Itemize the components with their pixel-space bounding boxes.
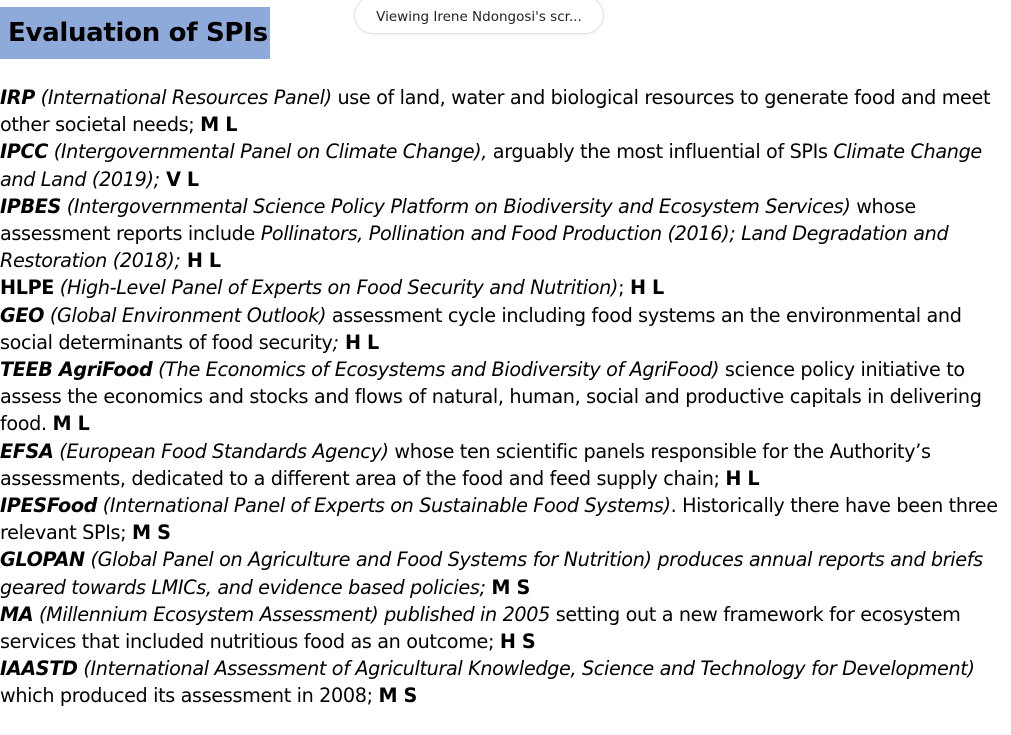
list-item-glopan [0,546,1008,600]
item-acronym: EFSA [0,439,54,463]
item-description: whose ten scientific panels responsible for the Authority’s assessments, dedicated to a different area of the food and feed supply chain; [0,439,931,490]
item-acronym: GLOPAN [0,548,85,572]
item-description: ; [618,276,630,300]
item-description: setting out a new framework for ecosystem services that included nutritious food as an outcome; [0,602,961,654]
item-full-name: (Intergovernmental Science Policy Platform on Biodiversity and Ecosystem Services) [61,194,851,218]
item-full-name: (High-Level Panel of Experts on Food Security and Nutrition) [54,276,619,300]
item-description-italic: ; [332,330,339,354]
item-full-name: (International Resources Panel) [34,86,332,109]
item-description: science policy initiative to assess the economics and stocks and flows of natural, human, social and productive capitals in delivering food. [0,358,982,436]
item-acronym: GEO [0,303,45,327]
list-item-geo [0,302,1008,356]
item-rating: M L [52,412,90,436]
item-rating: V L [159,167,199,191]
item-full-name: (Intergovernmental Panel on Climate Change), [47,140,488,164]
item-description-italic: Climate Change and Land (2019); [0,140,982,191]
list-item-ipesfood [0,492,1008,546]
item-description: use of land, water and biological resources to generate food and meet other societal needs; [0,86,991,137]
item-description: arguably the most influential of SPIs [487,140,834,164]
item-acronym: IPBES [0,194,62,218]
item-rating: H L [725,466,760,490]
item-rating: M L [200,113,238,137]
list-item-efsa [0,438,1008,492]
item-full-name: (Global Panel on Agriculture and Food Systems for Nutrition) produces annual reports and briefs geared towards LMICs, and evidence based policies; [0,548,983,599]
item-acronym: MA [0,602,34,626]
slide-title-box [0,7,270,59]
item-full-name: (International Panel of Experts on Sustainable Food Systems) [97,494,671,518]
item-description: . Historically there have been three relevant SPIs; [0,494,998,545]
item-rating: H L [180,249,221,273]
item-full-name: (The Economics of Ecosystems and Biodiversity of AgriFood) [152,358,720,382]
spi-list [0,84,1008,710]
item-full-name: (Millennium Ecosystem Assessment) published in 2005 [33,602,550,626]
item-acronym: IPESFood [0,494,98,518]
item-rating: H S [499,630,536,654]
item-acronym: TEEB AgriFood [0,358,153,382]
item-rating: H L [629,276,664,300]
item-acronym: IAASTD [0,657,78,681]
screen-share-banner[interactable] [354,0,604,34]
list-item-ipcc [0,138,1008,192]
item-description: which produced its assessment in 2008; [0,684,379,708]
item-acronym: IRP [0,86,35,109]
item-description: whose assessment reports include [0,194,916,246]
item-rating: M S [378,684,418,708]
item-description: assessment cycle including food systems an the environmental and social determinants of food security [0,303,962,354]
list-item-teeb-agrifood [0,356,1008,438]
list-item-hlpe [0,274,1008,301]
item-acronym: HLPE [0,276,55,300]
item-rating: M S [132,521,171,545]
list-item-ipbes [0,193,1008,275]
item-rating: H L [338,330,379,354]
list-item-irp [0,84,1008,138]
item-full-name: (Global Environment Outlook) [44,303,327,327]
screen-share-banner-text: Viewing Irene Ndongosi's scr... [376,9,582,25]
item-full-name: (International Assessment of Agricultural Knowledge, Science and Technology for Development) [77,657,975,681]
item-description-italic: Pollinators, Pollination and Food Production (2016); Land Degradation and Restoration (2018); [0,222,949,273]
list-item-ma [0,601,1008,655]
item-rating: M S [491,575,530,599]
item-full-name: (European Food Standards Agency) [53,439,389,463]
list-item-iaastd [0,655,1008,709]
slide-title: Evaluation of SPIs [8,18,268,48]
item-acronym: IPCC [0,140,48,164]
